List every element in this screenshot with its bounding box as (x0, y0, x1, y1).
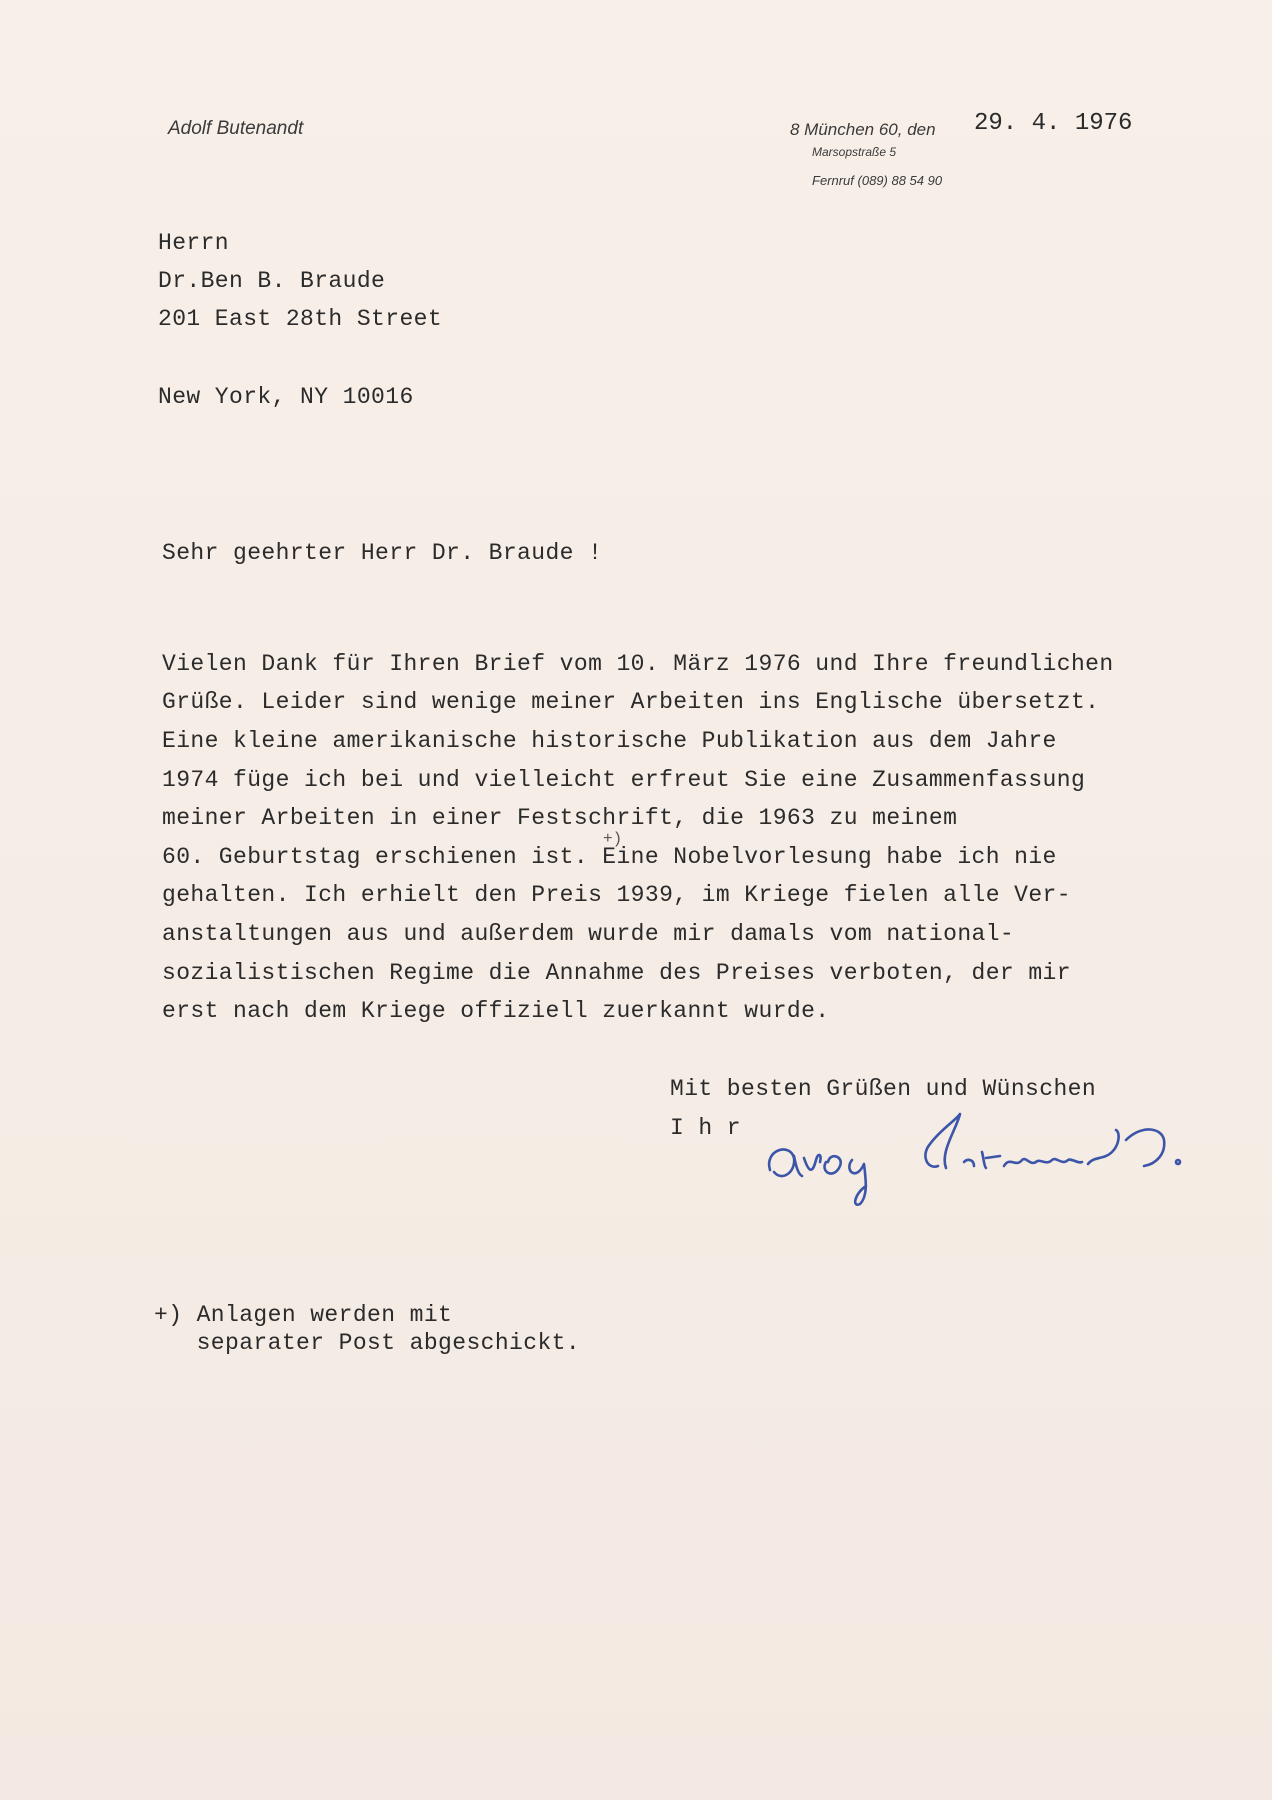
recipient-city: New York, NY 10016 (158, 384, 414, 410)
recipient-salutation: Herrn (158, 230, 230, 256)
closing-line-2: I h r (670, 1115, 742, 1141)
body-line-3: Eine kleine amerikanische historische Publikation aus dem Jahre (162, 728, 1057, 754)
recipient-street: 201 East 28th Street (158, 306, 443, 332)
recipient-name: Dr.Ben B. Braude (158, 268, 386, 294)
body-line-7: gehalten. Ich erhielt den Preis 1939, im Kriege fielen alle Ver- (162, 882, 1071, 908)
letterhead-name: Adolf Butenandt (168, 118, 304, 139)
footnote-line-1: +) Anlagen werden mit (154, 1302, 453, 1328)
body-line-2: Grüße. Leider sind wenige meiner Arbeiten ins Englische übersetzt. (162, 689, 1100, 715)
body-line-8: anstaltungen aus und außerdem wurde mir damals vom national- (162, 921, 1015, 947)
body-line-1: Vielen Dank für Ihren Brief vom 10. März 1976 und Ihre freundlichen (162, 651, 1114, 677)
closing-line-1: Mit besten Grüßen und Wünschen (670, 1076, 1097, 1102)
body-line-6: 60. Geburtstag erschienen ist. Eine Nobelvorlesung habe ich nie (162, 844, 1057, 870)
letterhead-street: Marsopstraße 5 (812, 145, 897, 159)
footnote-line-2: separater Post abgeschickt. (154, 1330, 581, 1356)
body-line-5: meiner Arbeiten in einer Festschrift, die 1963 zu meinem (162, 805, 958, 831)
footnote-marker: +) (603, 830, 623, 848)
greeting: Sehr geehrter Herr Dr. Braude ! (162, 540, 603, 566)
letterhead-phone: Fernruf (089) 88 54 90 (812, 173, 943, 188)
body-line-10: erst nach dem Kriege offiziell zuerkannt wurde. (162, 998, 830, 1024)
signature-image (760, 1100, 1210, 1210)
letter-date: 29. 4. 1976 (974, 110, 1133, 137)
body-line-9: sozialistischen Regime die Annahme des Preises verboten, der mir (162, 960, 1071, 986)
body-line-4: 1974 füge ich bei und vielleicht erfreut Sie eine Zusammenfassung (162, 767, 1086, 793)
letterhead-city: 8 München 60, den (790, 120, 936, 139)
